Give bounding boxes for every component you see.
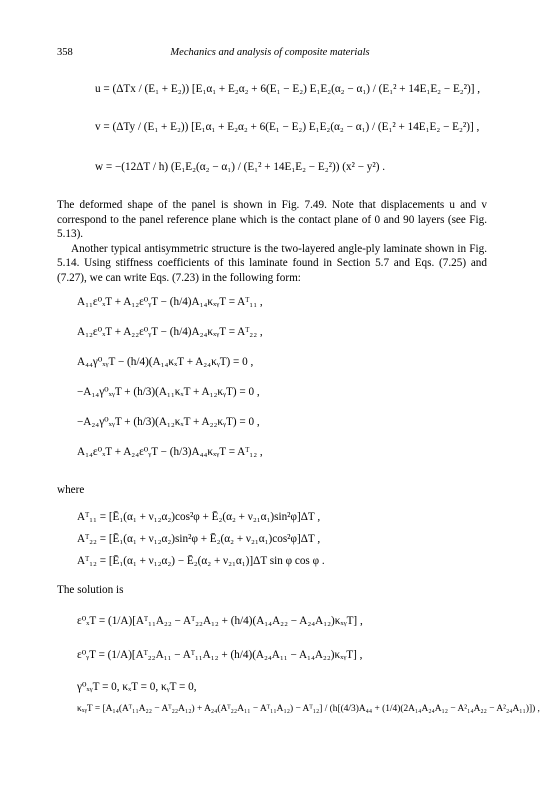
equation-v: v = (ΔTy / (E₁ + E₂)) [E₁α₁ + E₂α₂ + 6(E₁ − E₂) E₁E₂(α₂ − α₁) / (E₁² + 14E₁E₂ − E₂²)] , (95, 121, 480, 133)
solution-epsilon-y: ε⁰ᵧT = (1/A)[Aᵀ₂₂A₁₁ − Aᵀ₁₁A₁₂ + (h/4)(A₂₄A₁₁ − A₁₄A₂₂)κₓᵧT] , (77, 649, 363, 661)
page-number: 358 (57, 47, 73, 58)
body-text (57, 198, 487, 285)
equation-u: u = (ΔTx / (E₁ + E₂)) [E₁α₁ + E₂α₂ + 6(E₁ − E₂) E₁E₂(α₂ − α₁) / (E₁² + 14E₁E₂ − E₂²)] , (95, 83, 481, 95)
solution-label: The solution is (57, 584, 124, 596)
system-equation-1: A₁₁ε⁰ₓT + A₁₂ε⁰ᵧT − (h/4)A₁₄κₓᵧT = Aᵀ₁₁ , (77, 296, 263, 308)
coefficient-a11: Aᵀ₁₁ = [Ē₁(α₁ + ν₁₂α₂)cos²φ + Ē₂(α₂ + ν₂₁α₁)sin²φ]ΔT , (77, 511, 321, 523)
system-equation-2: A₁₂ε⁰ₓT + A₂₂ε⁰ᵧT − (h/4)A₂₄κₓᵧT = Aᵀ₂₂ , (77, 326, 263, 338)
coefficient-a12: Aᵀ₁₂ = [Ē₁(α₁ + ν₁₂α₂) − Ē₂(α₂ + ν₂₁α₁)]ΔT sin φ cos φ . (77, 555, 325, 567)
solution-epsilon-x: ε⁰ₓT = (1/A)[Aᵀ₁₁A₂₂ − Aᵀ₂₂A₁₂ + (h/4)(A₁₄A₂₂ − A₂₄A₁₂)κₓᵧT] , (77, 615, 363, 627)
paragraph-deformed-shape: The deformed shape of the panel is shown in Fig. 7.49. Note that displacements u and v correspond to the panel reference plane which is the contact plane of 0 and 90 layers (see Fig. 5.13). (57, 199, 487, 240)
solution-zero-values: γ⁰ₓᵧT = 0, κₓT = 0, κᵧT = 0, (77, 681, 197, 693)
system-equation-6: A₁₄ε⁰ₓT + A₂₄ε⁰ᵧT − (h/3)A₄₄κₓᵧT = Aᵀ₁₂ , (77, 446, 263, 458)
running-title: Mechanics and analysis of composite materials (170, 47, 370, 58)
solution-kappa-xy: κₓᵧT = [A₁₄(Aᵀ₁₁A₂₂ − Aᵀ₂₂A₁₂) + A₂₄(Aᵀ₂₂A₁₁ − Aᵀ₁₁A₁₂) − Aᵀ₁₂] / (h[(4/3)A₄₄ + (1/4)(2A₁₄A₂₄A₁₂ − A²₁₄A₂₂ − A²₂₄A₁₁)]) , (77, 704, 540, 714)
coefficient-a22: Aᵀ₂₂ = [Ē₁(α₁ + ν₁₂α₂)sin²φ + Ē₂(α₂ + ν₂₁α₁)cos²φ]ΔT , (77, 533, 321, 545)
system-equation-5: −A₂₄γ⁰ₓᵧT + (h/3)(A₁₂κₓT + A₂₂κᵧT) = 0 , (77, 416, 260, 428)
page-header (57, 47, 483, 63)
where-label: where (57, 484, 85, 496)
equation-w: w = −(12ΔT / h) (E₁E₂(α₂ − α₁) / (E₁² + 14E₁E₂ − E₂²)) (x² − y²) . (95, 161, 386, 173)
system-equation-4: −A₁₄γ⁰ₓᵧT + (h/3)(A₁₁κₓT + A₁₂κᵧT) = 0 , (77, 386, 260, 398)
paragraph-angle-ply: Another typical antisymmetric structure is the two-layered angle-ply laminate shown in Fig. 5.14. Using stiffness coefficients of this laminate found in Section 5.7 and Eqs. (7.25) and (7.27), we can write Eqs. (7.23) in the following form: (57, 242, 487, 284)
system-equation-3: A₄₄γ⁰ₓᵧT − (h/4)(A₁₄κₓT + A₂₄κᵧT) = 0 , (77, 356, 254, 368)
